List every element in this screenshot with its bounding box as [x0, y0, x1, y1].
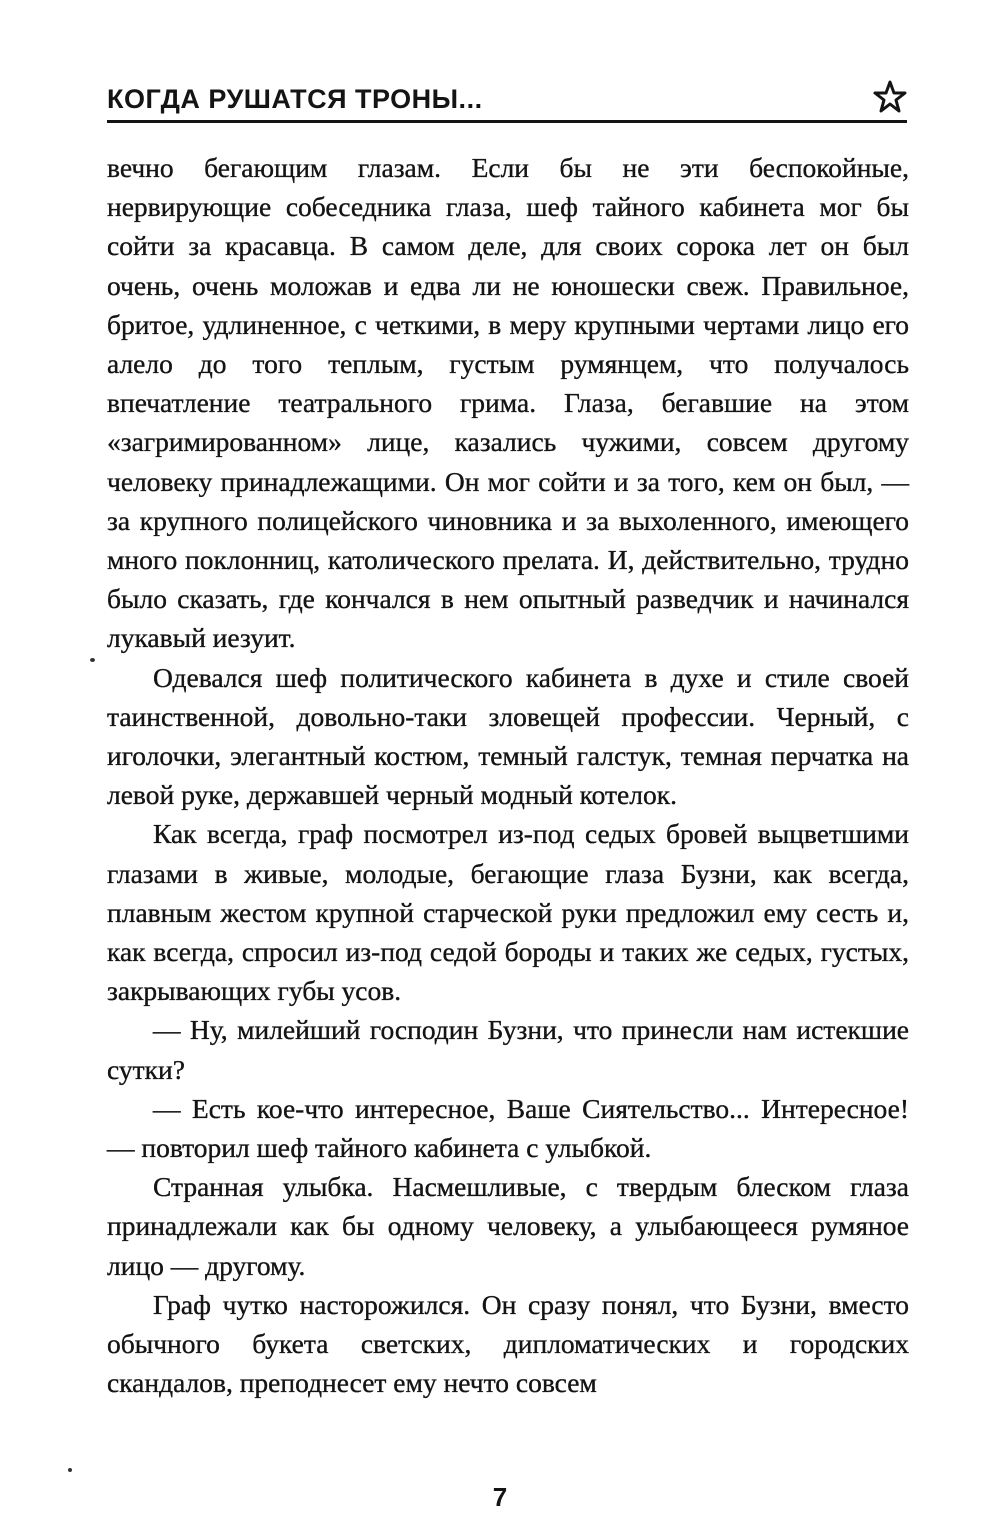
page-number: 7	[492, 1482, 508, 1512]
dialogue-line: — Ну, милейший господин Бузни, что принесли нам истекшие сутки?	[107, 1014, 909, 1085]
running-title: КОГДА РУШАТСЯ ТРОНЫ...	[107, 84, 483, 114]
print-speck	[90, 658, 95, 662]
star-outline-icon	[873, 80, 907, 114]
paragraph-continued: вечно бегающим глазам. Если бы не эти беспокойные, нервирующие собеседника глаза, шеф тайного кабинета мог бы сойти за красавца. В самом деле, для своих сорока лет он был очень, очень моложав и едва ли не юношески свеж. Правильное, бритое, удлиненное, с четкими, в меру крупными чертами лицо его алело до того теплым, густым румянцем, что получалось впечатление театрального грима. Глаза, бегавшие на этом «загримированном» лице, казались чужими, совсем другому человеку принадлежащими. Он мог сойти и за того, кем он был, — за крупного полицейского чиновника и за выхоленного, имеющего много поклонниц, католического прелата. И, действительно, трудно было сказать, где кончался в нем опытный разведчик и начинался лукавый иезуит.	[107, 152, 909, 654]
print-speck	[68, 1468, 72, 1472]
body-text	[107, 148, 909, 1403]
running-header	[107, 80, 907, 124]
header-rule	[107, 120, 907, 123]
paragraph: Как всегда, граф посмотрел из-под седых бровей выцветшими глазами в живые, молодые, бегающие глаза Бузни, как всегда, плавным жестом крупной старческой руки предложил ему сесть и, как всегда, спросил из-под седой бороды и таких же седых, густых, закрывающих губы усов.	[107, 818, 909, 1007]
paragraph: Одевался шеф политического кабинета в духе и стиле своей таинственной, довольно-таки зловещей профессии. Черный, с иголочки, элегантный костюм, темный галстук, темная перчатка на левой руке, державшей черный модный котелок.	[107, 661, 909, 811]
paragraph: Граф чутко насторожился. Он сразу понял, что Бузни, вместо обычного букета светских, дипломатических и городских скандалов, преподнесет ему нечто совсем	[107, 1288, 909, 1399]
paragraph: Странная улыбка. Насмешливые, с твердым блеском глаза принадлежали как бы одному человеку, а улыбающееся румяное лицо — другому.	[107, 1171, 909, 1281]
dialogue-line: — Есть кое-что интересное, Ваше Сиятельство... Интересное! — повторил шеф тайного кабинета с улыбкой.	[107, 1092, 909, 1164]
